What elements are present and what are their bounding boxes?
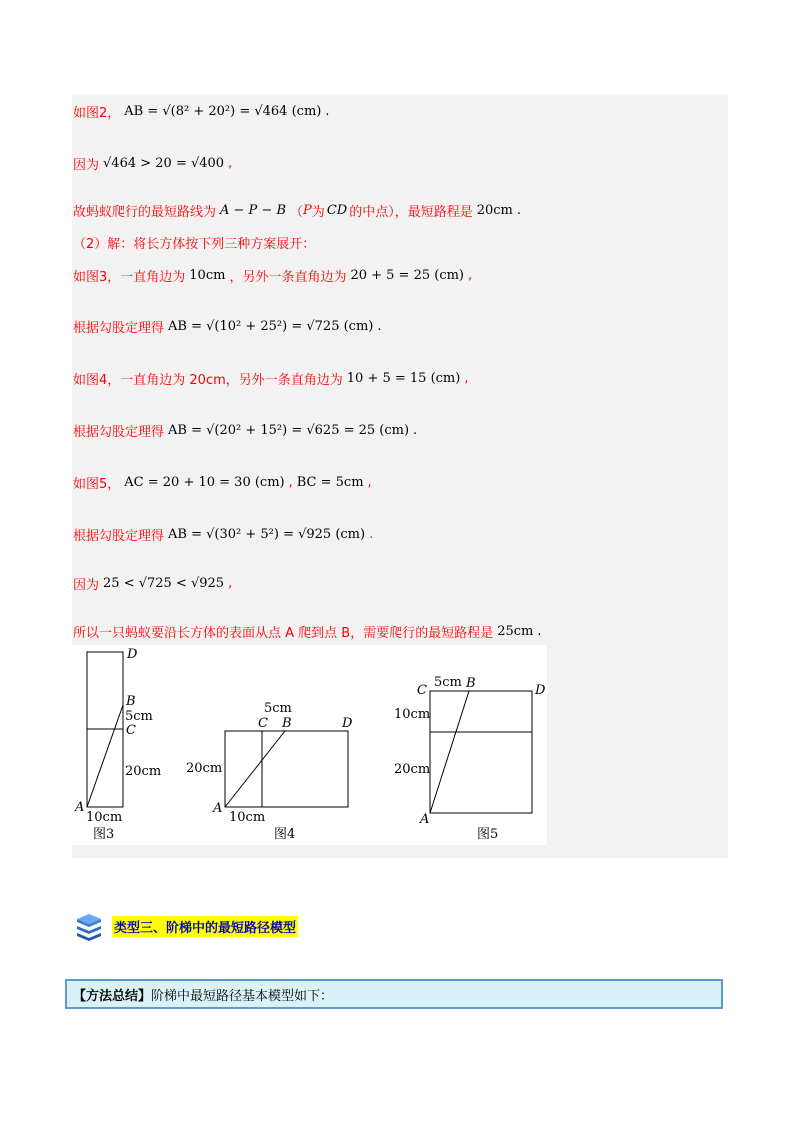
solution-line-5 xyxy=(73,266,472,285)
fig3-label-20cm: 20cm xyxy=(125,764,162,779)
line3-point-p: P xyxy=(303,203,312,218)
line1-prefix: 如图2， xyxy=(73,106,121,121)
fig5-label-d: D xyxy=(535,683,546,698)
fig5-rect xyxy=(430,691,532,813)
line8-suffix: . xyxy=(413,423,418,438)
section-heading xyxy=(74,910,298,942)
fig4-caption: 图4 xyxy=(274,827,296,842)
fig5-caption: 图5 xyxy=(477,827,499,842)
solution-line-2 xyxy=(73,154,232,173)
line7-suffix: , xyxy=(464,371,469,386)
line3-mid: 为 xyxy=(311,205,325,220)
solution-line-9 xyxy=(73,473,372,492)
line1-formula: AB = √(8² + 20²) = √464 (cm) xyxy=(124,104,322,119)
fig3-label-5cm: 5cm xyxy=(125,709,153,724)
line10-suffix: . xyxy=(369,527,374,542)
solution-line-7 xyxy=(73,369,468,388)
line3-text: 故蚂蚁爬行的最短路线为 xyxy=(73,205,217,220)
method-summary-box xyxy=(65,979,723,1009)
solution-line-12 xyxy=(73,622,542,641)
fig4-label-c: C xyxy=(258,716,268,731)
figures-area xyxy=(72,645,547,845)
fig4-label-5cm: 5cm xyxy=(264,701,292,716)
line5-mid: ，另外一条直角边为 xyxy=(229,270,347,285)
fig5-label-b: B xyxy=(466,676,476,691)
fig4-label-b: B xyxy=(282,716,292,731)
line2-suffix: , xyxy=(228,156,233,171)
line6-suffix: . xyxy=(377,319,382,334)
line3-distance: 20cm xyxy=(476,203,513,218)
line3-path: A − P − B xyxy=(220,203,287,218)
line3-paren-open: （ xyxy=(290,205,304,220)
line5-prefix: 如图3，一直角边为 xyxy=(73,270,186,285)
line11-suffix: , xyxy=(228,576,233,591)
line12-suffix: . xyxy=(537,624,542,639)
line9-formula-ac: AC = 20 + 10 = 30 (cm) xyxy=(124,475,285,490)
figures-svg xyxy=(72,645,547,845)
line9-suffix: , xyxy=(367,475,372,490)
fig3-label-b: B xyxy=(126,694,136,709)
line3-end: 的中点），最短路程是 xyxy=(349,205,473,220)
fig5-label-5cm: 5cm xyxy=(434,675,462,690)
solution-line-8 xyxy=(73,421,417,440)
line9-formula-bc: BC = 5cm xyxy=(296,475,364,490)
line5-suffix: , xyxy=(468,268,473,283)
line10-prefix: 根据勾股定理得 xyxy=(73,529,165,544)
fig3-label-a: A xyxy=(75,800,85,815)
fig3-path-ab xyxy=(87,705,123,807)
figure-4 xyxy=(186,701,353,842)
fig5-path-ab xyxy=(430,691,469,813)
figure-3 xyxy=(74,647,161,842)
method-text: 阶梯中最短路径基本模型如下： xyxy=(151,988,334,1004)
fig4-label-10cm: 10cm xyxy=(229,810,266,825)
fig5-label-a: A xyxy=(420,812,430,827)
solution-line-11 xyxy=(73,574,232,593)
solution-line-6 xyxy=(73,317,381,336)
fig4-label-d: D xyxy=(342,716,353,731)
line12-text: 所以一只蚂蚁要沿长方体的表面从点 A 爬到点 B，需要爬行的最短路程是 xyxy=(73,626,494,641)
fig3-caption: 图3 xyxy=(93,827,115,842)
line4-text: （2）解：将长方体按下列三种方案展开： xyxy=(73,237,316,252)
solution-line-1 xyxy=(73,102,329,121)
method-tag: 【方法总结】 xyxy=(73,988,152,1004)
fig3-label-d: D xyxy=(127,647,138,662)
line2-prefix: 因为 xyxy=(73,158,100,173)
line5-value: 10cm xyxy=(189,268,226,283)
line2-formula: √464 > 20 = √400 xyxy=(103,156,225,171)
line3-segment-cd: CD xyxy=(326,203,348,218)
line9-comma: , xyxy=(288,475,293,490)
line6-prefix: 根据勾股定理得 xyxy=(73,321,165,336)
fig3-label-c: C xyxy=(126,723,136,738)
line11-formula: 25 < √725 < √925 xyxy=(103,576,225,591)
line11-prefix: 因为 xyxy=(73,578,100,593)
fig3-label-10cm: 10cm xyxy=(86,810,123,825)
line1-suffix: . xyxy=(325,104,330,119)
solution-line-3 xyxy=(73,201,521,220)
line7-prefix: 如图4，一直角边为 20cm，另外一条直角边为 xyxy=(73,373,343,388)
fig5-label-20cm: 20cm xyxy=(394,762,431,777)
fig4-label-20cm: 20cm xyxy=(186,761,223,776)
section-title: 类型三、阶梯中的最短路径模型 xyxy=(112,916,298,937)
fig4-rect xyxy=(225,731,348,807)
line6-formula: AB = √(10² + 25²) = √725 (cm) xyxy=(168,319,374,334)
line12-distance: 25cm xyxy=(497,624,534,639)
line8-formula: AB = √(20² + 15²) = √625 = 25 (cm) xyxy=(168,423,410,438)
line7-formula: 10 + 5 = 15 (cm) xyxy=(346,371,461,386)
fig4-label-a: A xyxy=(213,801,223,816)
fig5-label-10cm: 10cm xyxy=(394,707,431,722)
line9-prefix: 如图5， xyxy=(73,477,121,492)
stacked-books-icon xyxy=(74,911,104,941)
line5-formula: 20 + 5 = 25 (cm) xyxy=(350,268,465,283)
line10-formula: AB = √(30² + 5²) = √925 (cm) xyxy=(168,527,366,542)
fig5-label-c: C xyxy=(417,683,427,698)
line8-prefix: 根据勾股定理得 xyxy=(73,425,165,440)
fig4-path-ab xyxy=(225,731,285,807)
figure-5 xyxy=(394,675,546,842)
line3-suffix: . xyxy=(516,203,521,218)
solution-line-4 xyxy=(73,233,315,252)
solution-line-10 xyxy=(73,525,373,544)
